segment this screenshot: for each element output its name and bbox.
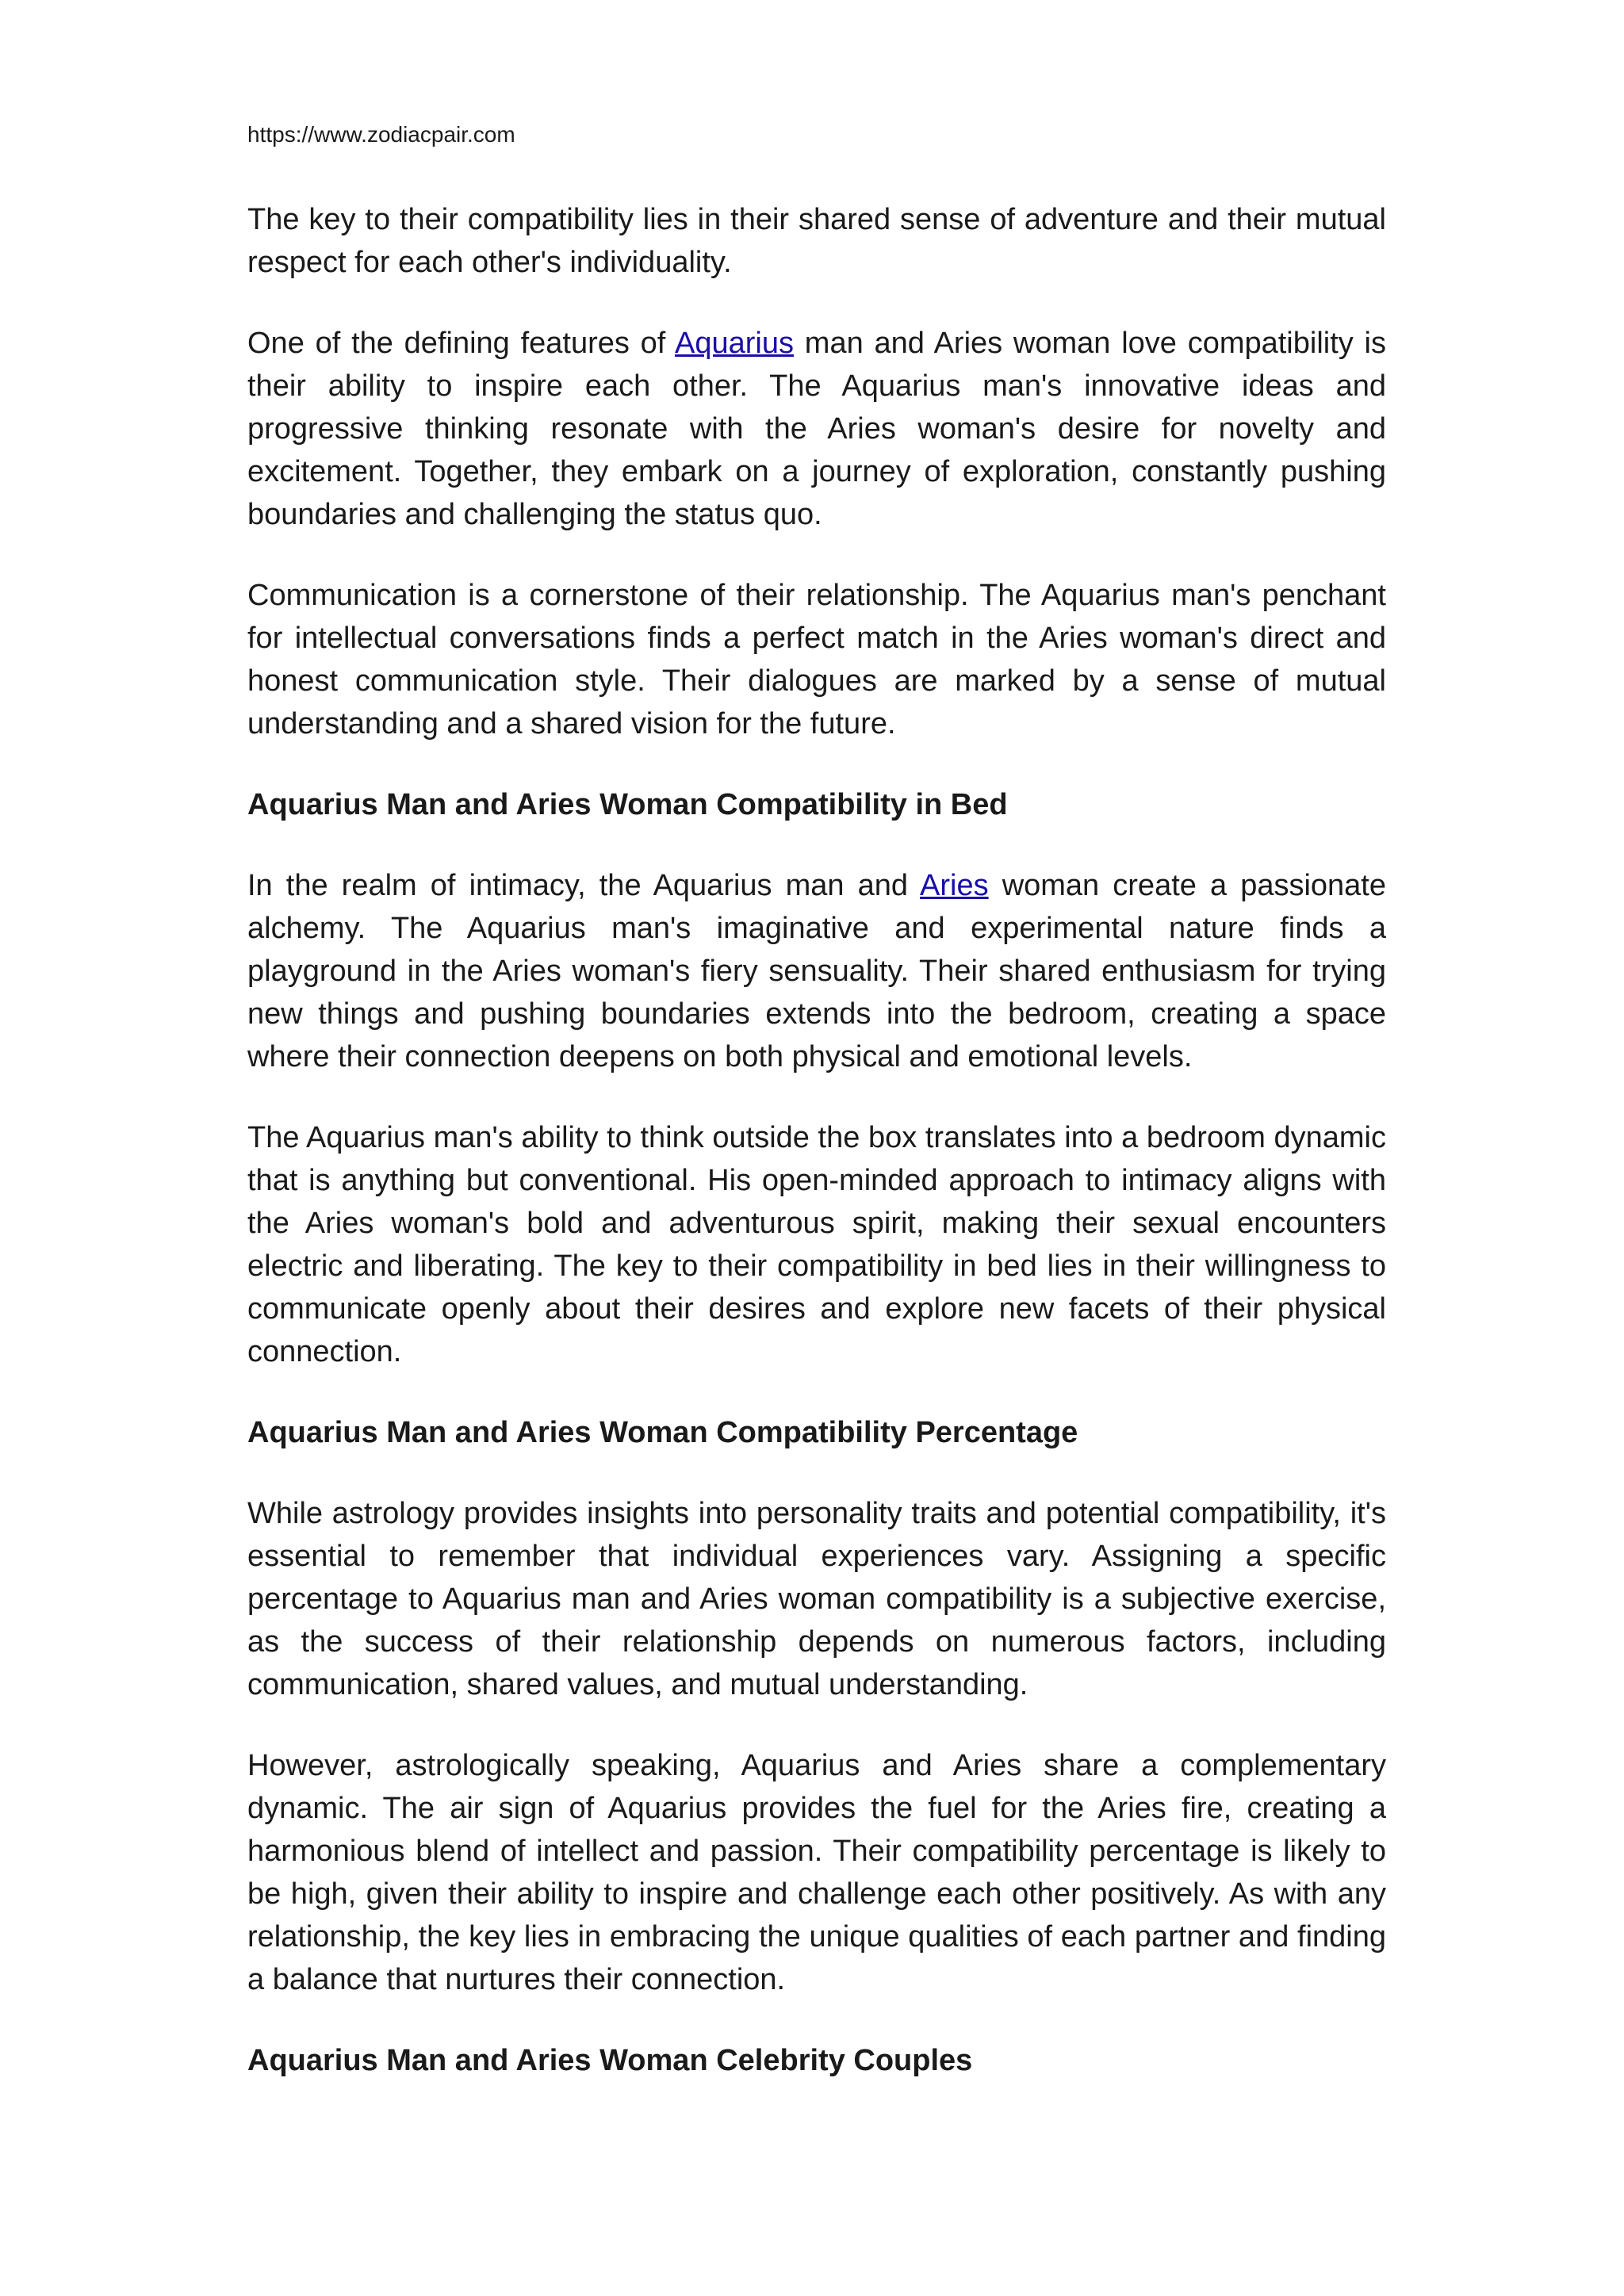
paragraph-text-start: In the realm of intimacy, the Aquarius man and <box>247 869 921 902</box>
paragraph-text-start: One of the defining features of <box>247 327 676 360</box>
article-body <box>247 198 1386 2120</box>
paragraph-text-rest: woman create a passionate alchemy. The Aquarius man's imaginative and experimental nature finds a playground in the Aries woman's fiery sensuality. Their shared enthusiasm for trying new things and pushing boundaries extends into the bedroom, creating a space where their connection deepens on both physical and emotional levels. <box>247 869 1386 1073</box>
paragraph-intimacy <box>247 864 1386 1078</box>
heading-celebrity-couples: Aquarius Man and Aries Woman Celebrity Couples <box>247 2044 973 2077</box>
paragraph-astrology-insights: While astrology provides insights into personality traits and potential compatibility, it's essential to remember that individual experiences vary. Assigning a specific percentage to Aquarius man and Aries woman compatibility is a subjective exercise, as the success of their relationship depends on numerous factors, including communication, shared values, and mutual understanding. <box>247 1497 1386 1701</box>
paragraph-complementary-dynamic: However, astrologically speaking, Aquarius and Aries share a complementary dynamic. The air sign of Aquarius provides the fuel for the Aries fire, creating a harmonious blend of intellect and passion. Their compatibility percentage is likely to be high, given their ability to inspire and challenge each other positively. As with any relationship, the key lies in embracing the unique qualities of each partner and finding a balance that nurtures their connection. <box>247 1749 1386 1996</box>
heading-compatibility-percentage: Aquarius Man and Aries Woman Compatibility Percentage <box>247 1416 1078 1449</box>
heading-compatibility-in-bed: Aquarius Man and Aries Woman Compatibility in Bed <box>247 788 1008 821</box>
paragraph-text-rest: man and Aries woman love compatibility is their ability to inspire each other. The Aquarius man's innovative ideas and progressive thinking resonate with the Aries woman's desire for novelty and excitement. Together, they embark on a journey of exploration, constantly pushing boundaries and challenging the status quo. <box>247 327 1386 531</box>
aries-link[interactable]: Aries <box>920 869 989 902</box>
paragraph-key-compatibility: The key to their compatibility lies in their shared sense of adventure and their mutual respect for each other's individuality. <box>247 203 1386 279</box>
page-header-url: https://www.zodiacpair.com <box>247 122 515 147</box>
paragraph-communication: Communication is a cornerstone of their relationship. The Aquarius man's penchant for intellectual conversations finds a perfect match in the Aries woman's direct and honest communication style. Their dialogues are marked by a sense of mutual understanding and a shared vision for the future. <box>247 579 1386 740</box>
aquarius-link[interactable]: Aquarius <box>675 327 795 360</box>
paragraph-bedroom-dynamic: The Aquarius man's ability to think outside the box translates into a bedroom dynamic that is anything but conventional. His open-minded approach to intimacy aligns with the Aries woman's bold and adventurous spirit, making their sexual encounters electric and liberating. The key to their compatibility in bed lies in their willingness to communicate openly about their desires and explore new facets of their physical connection. <box>247 1121 1386 1368</box>
paragraph-inspire-each-other <box>247 322 1386 536</box>
